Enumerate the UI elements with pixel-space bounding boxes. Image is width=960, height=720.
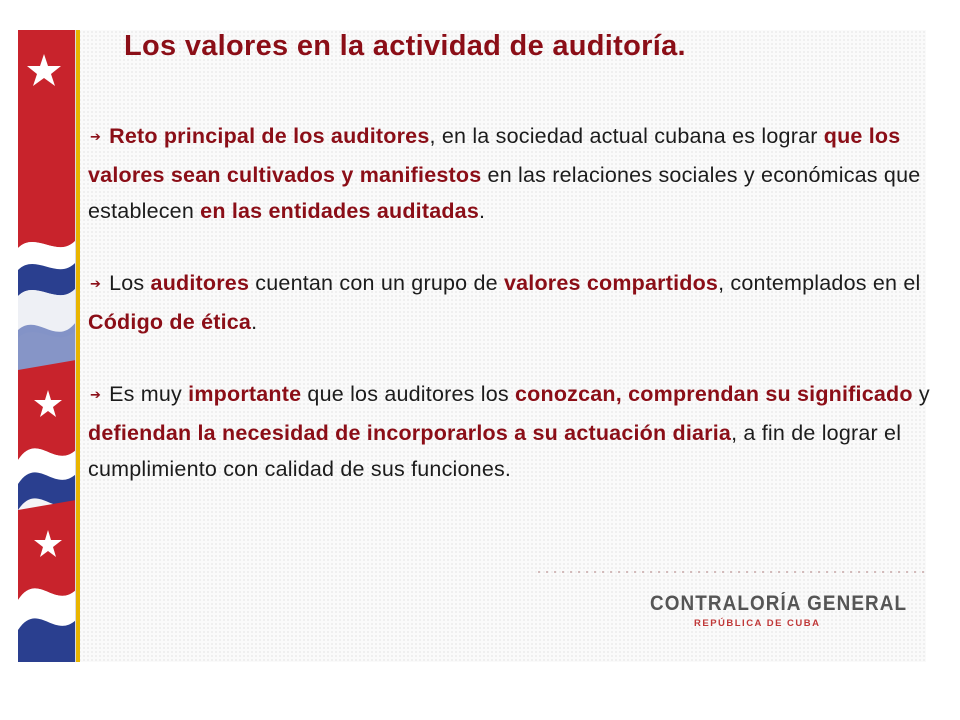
arrow-right-icon: ➔ bbox=[90, 129, 102, 144]
segment: en las relaciones sociales y económicas que establecen bbox=[88, 163, 921, 223]
gold-divider bbox=[76, 30, 80, 662]
segment: auditores bbox=[150, 271, 250, 295]
slide bbox=[18, 30, 930, 662]
segment: defiendan la necesidad de incorporarlos a su actuación diaria bbox=[88, 421, 732, 445]
segment: Reto principal de los auditores bbox=[109, 124, 430, 148]
segment: Es muy bbox=[109, 382, 189, 406]
slide-title: Los valores en la actividad de auditoría. bbox=[124, 30, 686, 62]
segment: , en la sociedad actual cubana es lograr bbox=[429, 124, 824, 148]
paragraph-2 bbox=[88, 265, 934, 340]
segment: y bbox=[912, 382, 930, 406]
segment: , bbox=[615, 382, 629, 406]
segment: en las entidades auditadas bbox=[200, 199, 479, 223]
segment: . bbox=[479, 199, 486, 223]
segment: conozcan bbox=[515, 382, 616, 406]
arrow-right-icon: ➔ bbox=[90, 387, 102, 402]
content bbox=[88, 118, 934, 523]
segment: cuentan con un grupo de bbox=[249, 271, 504, 295]
segment: , contemplados en el bbox=[718, 271, 921, 295]
logo-subtitle: REPÚBLICA DE CUBA bbox=[694, 618, 821, 629]
dotted-divider bbox=[535, 570, 925, 574]
paragraph-3 bbox=[88, 376, 934, 487]
paragraph-1 bbox=[88, 118, 934, 229]
segment: . bbox=[251, 310, 258, 334]
segment: importante bbox=[188, 382, 302, 406]
segment: Código de ética bbox=[88, 310, 252, 334]
segment: comprendan su significado bbox=[628, 382, 913, 406]
segment: que los auditores los bbox=[301, 382, 516, 406]
segment: valores compartidos bbox=[503, 271, 719, 295]
segment: que los valores sean cultivados y manifiestos bbox=[88, 124, 901, 187]
cuban-flag-strip bbox=[18, 30, 76, 662]
logo-name: CONTRALORÍA GENERAL bbox=[650, 592, 908, 615]
segment: , a fin de lograr el cumplimiento con calidad de sus funciones. bbox=[88, 421, 902, 481]
segment: Los bbox=[109, 271, 151, 295]
arrow-right-icon: ➔ bbox=[90, 276, 102, 291]
